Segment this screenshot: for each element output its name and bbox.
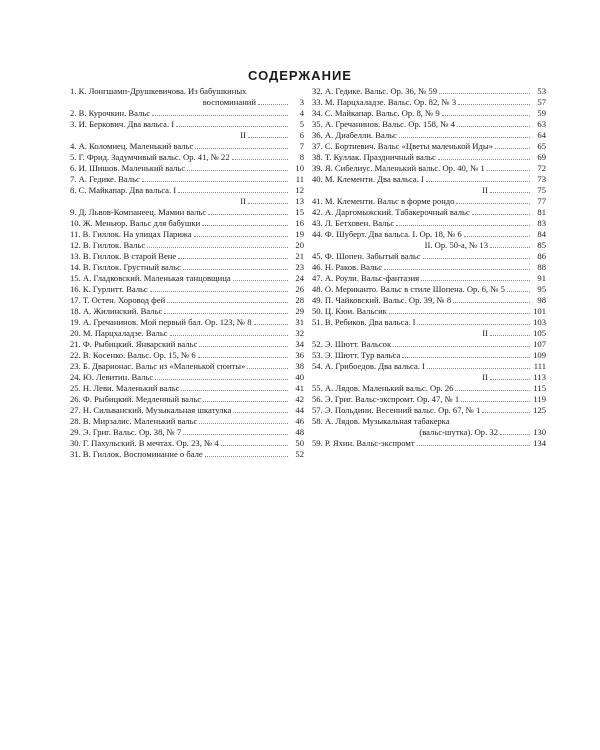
toc-entry-title: 35. А. Гречанинов. Вальс. Ор. 158, № 4 xyxy=(312,119,455,129)
toc-entry-title: 9. Д. Львов-Компанеец. Мамин вальс xyxy=(70,207,207,217)
toc-page-number: 101 xyxy=(533,306,546,316)
leader-dots xyxy=(247,361,288,369)
toc-page-number: 44 xyxy=(295,405,304,415)
leader-dots xyxy=(490,240,530,248)
toc-entry-title: 48. О. Мериканто. Вальс в стиле Шопена. Ор. 6, № 5 xyxy=(312,284,505,294)
leader-dots xyxy=(393,339,530,347)
leader-dots xyxy=(490,372,530,380)
toc-entry-title: 16. К. Гурлитт. Вальс xyxy=(70,284,148,294)
toc-page-number: 10 xyxy=(295,163,304,173)
toc-subentry xyxy=(70,130,304,141)
toc-entry xyxy=(70,207,304,218)
toc-page-number: 64 xyxy=(537,130,546,140)
toc-page-number: 11 xyxy=(295,174,304,184)
toc-entry-title: II xyxy=(482,372,488,382)
leader-dots xyxy=(457,119,530,127)
toc-entry xyxy=(70,108,304,119)
toc-entry-title: 36. А. Диабелли. Вальс xyxy=(312,130,397,140)
leader-dots xyxy=(427,361,530,369)
toc-entry xyxy=(70,306,304,317)
leader-dots xyxy=(183,427,288,435)
toc-entry xyxy=(70,141,304,152)
toc-entry-title: 33. М. Парцхаладзе. Вальс. Ор. 82, № 3 xyxy=(312,97,457,107)
toc-entry xyxy=(70,295,304,306)
leader-dots xyxy=(187,163,288,171)
toc-entry-title: 59. Р. Яхин. Вальс-экспромт xyxy=(312,438,415,448)
toc-entry xyxy=(312,196,546,207)
toc-entry-title: II xyxy=(482,328,488,338)
toc-entry xyxy=(312,284,546,295)
leader-dots xyxy=(417,438,530,446)
leader-dots xyxy=(417,317,530,325)
toc-entry xyxy=(312,130,546,141)
toc-page-number: 15 xyxy=(295,207,304,217)
leader-dots xyxy=(396,218,530,226)
toc-page-number: 119 xyxy=(533,394,546,404)
leader-dots xyxy=(194,229,288,237)
toc-page-number: 41 xyxy=(295,383,304,393)
leader-dots xyxy=(490,185,530,193)
toc-entry-title: 6. И. Шишов. Маленький вальс xyxy=(70,163,186,173)
leader-dots xyxy=(507,284,530,292)
toc-entry xyxy=(312,218,546,229)
leader-dots xyxy=(458,97,530,105)
leader-dots xyxy=(233,273,288,281)
toc-entry-title: 55. А. Лядов. Маленький вальс. Ор. 26 xyxy=(312,383,454,393)
toc-entry-title: 44. Ф. Шуберт. Два вальса. I. Ор. 18, № 6 xyxy=(312,229,462,239)
toc-entry xyxy=(312,141,546,152)
leader-dots xyxy=(164,306,288,314)
toc-entry-title: 25. Н. Леви. Маленький вальс xyxy=(70,383,180,393)
leader-dots xyxy=(423,251,530,259)
leader-dots xyxy=(181,383,288,391)
toc-entry-title: 32. А. Гедике. Вальс. Ор. 36, № 59 xyxy=(312,86,438,96)
toc-page-number: 57 xyxy=(537,97,546,107)
toc-entry-title-continued: воспоминаний xyxy=(202,97,256,107)
leader-dots xyxy=(155,372,288,380)
toc-page-number: 85 xyxy=(537,240,546,250)
toc-entry-title: 22. В. Косенко. Вальс. Ор. 15, № 6 xyxy=(70,350,196,360)
leader-dots xyxy=(455,383,530,391)
leader-dots xyxy=(248,196,288,204)
toc-entry xyxy=(312,273,546,284)
leader-dots xyxy=(199,339,288,347)
toc-entry-title: 56. Э. Григ. Вальс-экспромт. Ор. 47, № 1 xyxy=(312,394,460,404)
toc-page-number: 53 xyxy=(537,86,546,96)
leader-dots xyxy=(232,152,288,160)
toc-entry xyxy=(312,119,546,130)
toc-entry-title: 27. Н. Сильванский. Музыкальная шкатулка xyxy=(70,405,232,415)
toc-entry xyxy=(70,174,304,185)
toc-page-number: 125 xyxy=(533,405,546,415)
toc-entry-title: 47. А. Роули. Вальс-фантазия xyxy=(312,273,420,283)
leader-dots xyxy=(389,306,530,314)
toc-entry-title: 26. Ф. Рыбицкий. Медленный вальс xyxy=(70,394,202,404)
toc-entry-title: 4. А. Коломиец. Маленький вальс xyxy=(70,141,194,151)
toc-page-number: 48 xyxy=(295,427,304,437)
toc-entry-title: II. Ор. 50-а, № 13 xyxy=(424,240,488,250)
toc-entry-title: 18. А. Жилинский. Вальс xyxy=(70,306,163,316)
leader-dots xyxy=(439,86,530,94)
toc-right-column xyxy=(312,86,546,449)
toc-entry xyxy=(70,372,304,383)
toc-entry xyxy=(312,339,546,350)
toc-entry-title: 46. Н. Раков. Вальс xyxy=(312,262,383,272)
toc-entry-continuation xyxy=(312,427,546,438)
leader-dots xyxy=(150,284,288,292)
toc-page-number: 29 xyxy=(295,306,304,316)
leader-dots xyxy=(461,394,530,402)
toc-entry-title: 54. А. Грибоедов. Два вальса. I xyxy=(312,361,425,371)
toc-entry xyxy=(70,361,304,372)
toc-entry-title: 39. Я. Сибелиус. Маленький вальс. Ор. 40, № 1 xyxy=(312,163,485,173)
toc-page-number: 19 xyxy=(295,229,304,239)
toc-entry xyxy=(70,317,304,328)
leader-dots xyxy=(500,427,530,435)
toc-entry-title: 51. В. Ребиков. Два вальса. I xyxy=(312,317,416,327)
toc-entry-title: 38. Т. Куллак. Праздничный вальс xyxy=(312,152,436,162)
toc-entry-title: 17. Т. Остен. Хоровод фей xyxy=(70,295,166,305)
toc-page-number: 113 xyxy=(533,372,546,382)
toc-entry xyxy=(312,108,546,119)
toc-page-number: 103 xyxy=(533,317,546,327)
toc-page-number: 72 xyxy=(537,163,546,173)
toc-entry-title: 50. Ц. Кюи. Вальсик xyxy=(312,306,387,316)
toc-entry-title: 1. К. Лонгшамп-Друшкевичова. Из бабушкиных xyxy=(70,86,247,96)
toc-page-number: 84 xyxy=(537,229,546,239)
toc-entry-title: 31. В. Гиллок. Воспоминание о бале xyxy=(70,449,203,459)
toc-entry-title: 52. Э. Шютт. Вальсок xyxy=(312,339,392,349)
toc-page-number: 32 xyxy=(295,328,304,338)
toc-entry-title: 12. В. Гиллок. Вальс xyxy=(70,240,146,250)
toc-entry xyxy=(312,405,546,416)
toc-entry-title: 57. Э. Польдини. Весенний вальс. Ор. 67, № 1 xyxy=(312,405,481,415)
leader-dots xyxy=(482,405,530,413)
toc-page-number: 40 xyxy=(295,372,304,382)
toc-page-number: 115 xyxy=(533,383,546,393)
toc-page-number: 21 xyxy=(295,251,304,261)
toc-entry xyxy=(312,152,546,163)
toc-page-number: 42 xyxy=(295,394,304,404)
leader-dots xyxy=(495,141,530,149)
toc-entry xyxy=(312,229,546,240)
toc-entry-title: 21. Ф. Рыбицкий. Январский вальс xyxy=(70,339,198,349)
toc-entry xyxy=(312,262,546,273)
toc-entry-title: 37. С. Бортневич. Вальс «Цветы маленькой Иды» xyxy=(312,141,493,151)
leader-dots xyxy=(221,438,288,446)
toc-page-number: 46 xyxy=(295,416,304,426)
leader-dots xyxy=(421,273,530,281)
toc-page-number: 83 xyxy=(537,218,546,228)
toc-entry-title: 13. В. Гиллок. В старой Вене xyxy=(70,251,177,261)
toc-entry-title: II xyxy=(240,130,246,140)
toc-page-number: 36 xyxy=(295,350,304,360)
toc-entry-title: 45. Ф. Шопен. Забытый вальс xyxy=(312,251,421,261)
toc-page-number: 75 xyxy=(537,185,546,195)
leader-dots xyxy=(176,119,288,127)
toc-page-number: 130 xyxy=(533,427,546,437)
page-title: СОДЕРЖАНИЕ xyxy=(248,68,352,83)
toc-entry-title: II xyxy=(482,185,488,195)
toc-page-number: 26 xyxy=(295,284,304,294)
toc-entry xyxy=(70,339,304,350)
toc-entry xyxy=(70,218,304,229)
toc-entry-title: 43. Л. Бетховен. Вальс xyxy=(312,218,395,228)
toc-entry xyxy=(312,174,546,185)
toc-entry-title: II xyxy=(240,196,246,206)
leader-dots xyxy=(248,130,288,138)
toc-entry xyxy=(70,284,304,295)
leader-dots xyxy=(233,405,288,413)
toc-entry-title: 2. В. Курочкин. Вальс xyxy=(70,108,151,118)
toc-entry-title: 42. А. Даргомыжский. Табакерочный вальс xyxy=(312,207,470,217)
toc-entry xyxy=(70,152,304,163)
toc-subentry xyxy=(312,240,546,251)
leader-dots xyxy=(490,328,530,336)
leader-dots xyxy=(438,152,530,160)
toc-entry-title-continued: (вальс-шутка). Ор. 32 xyxy=(419,427,498,437)
leader-dots xyxy=(399,130,530,138)
toc-entry-title: 11. В. Гиллок. На улицах Парижа xyxy=(70,229,192,239)
toc-page-number: 109 xyxy=(533,350,546,360)
leader-dots xyxy=(384,262,530,270)
leader-dots xyxy=(183,262,288,270)
toc-entry xyxy=(70,427,304,438)
leader-dots xyxy=(152,108,288,116)
toc-entry-title: 30. Г. Пахульский. В мечтах. Ор. 23, № 4 xyxy=(70,438,219,448)
toc-entry-title: 34. С. Майкапар. Вальс. Ор. 8, № 9 xyxy=(312,108,440,118)
toc-entry-title: 58. А. Лядов. Музыкальная табакерка xyxy=(312,416,450,426)
toc-page-number: 5 xyxy=(299,119,304,129)
toc-entry xyxy=(70,449,304,460)
toc-entry xyxy=(312,163,546,174)
toc-entry xyxy=(312,438,546,449)
toc-page-number: 34 xyxy=(295,339,304,349)
toc-entry xyxy=(312,361,546,372)
toc-page-number: 28 xyxy=(295,295,304,305)
toc-entry xyxy=(70,119,304,130)
toc-page-number: 98 xyxy=(537,295,546,305)
toc-entry xyxy=(70,273,304,284)
toc-entry-title: 23. Б. Дварионас. Вальс из «Маленькой сюиты» xyxy=(70,361,246,371)
toc-entry-title: 41. М. Клементи. Вальс в форме рондо xyxy=(312,196,455,206)
leader-dots xyxy=(178,185,288,193)
toc-entry xyxy=(312,306,546,317)
toc-page-number: 86 xyxy=(537,251,546,261)
toc-page-number: 65 xyxy=(537,141,546,151)
toc-entry-title: 19. А. Гречанинов. Мой первый бал. Ор. 123, № 8 xyxy=(70,317,252,327)
toc-entry xyxy=(70,229,304,240)
toc-entry-title: 28. В. Мирзалис. Маленький вальс xyxy=(70,416,198,426)
toc-page-number: 13 xyxy=(295,196,304,206)
toc-entry xyxy=(312,97,546,108)
toc-entry-title: 7. А. Гедике. Вальс xyxy=(70,174,140,184)
toc-entry xyxy=(70,163,304,174)
toc-entry-title: 5. Г. Фрид. Задумчивый вальс. Ор. 41, № 22 xyxy=(70,152,230,162)
toc-page-number: 16 xyxy=(295,218,304,228)
toc-entry-title: 10. Ж. Меньюр. Вальс для бабушки xyxy=(70,218,201,228)
leader-dots xyxy=(142,174,288,182)
toc-entry xyxy=(312,295,546,306)
leader-dots xyxy=(442,108,530,116)
toc-page-number: 24 xyxy=(295,273,304,283)
toc-entry xyxy=(70,405,304,416)
leader-dots xyxy=(147,240,288,248)
toc-entry xyxy=(312,251,546,262)
leader-dots xyxy=(199,416,288,424)
toc-entry xyxy=(70,185,304,196)
toc-entry-continuation xyxy=(70,97,304,108)
toc-page-number: 107 xyxy=(533,339,546,349)
toc-entry-title: 14. В. Гиллок. Грустный вальс xyxy=(70,262,181,272)
leader-dots xyxy=(202,218,288,226)
toc-page-number: 23 xyxy=(295,262,304,272)
leader-dots xyxy=(453,295,530,303)
toc-entry xyxy=(312,383,546,394)
toc-page-number: 111 xyxy=(533,361,546,371)
toc-entry xyxy=(70,262,304,273)
toc-page-number: 31 xyxy=(295,317,304,327)
toc-page-number: 63 xyxy=(537,119,546,129)
toc-page-number: 73 xyxy=(537,174,546,184)
toc-entry xyxy=(70,86,304,97)
leader-dots xyxy=(167,295,288,303)
toc-subentry xyxy=(70,196,304,207)
leader-dots xyxy=(170,328,288,336)
toc-left-column xyxy=(70,86,304,460)
toc-page-number: 81 xyxy=(537,207,546,217)
toc-page-number: 91 xyxy=(537,273,546,283)
leader-dots xyxy=(205,449,288,457)
toc-entry xyxy=(70,240,304,251)
toc-subentry xyxy=(312,328,546,339)
toc-entry xyxy=(312,350,546,361)
toc-entry-title: 49. П. Чайковский. Вальс. Ор. 39, № 8 xyxy=(312,295,452,305)
toc-page-number: 4 xyxy=(299,108,304,118)
leader-dots xyxy=(487,163,530,171)
toc-page-number: 134 xyxy=(533,438,546,448)
leader-dots xyxy=(426,174,530,182)
toc-entry-title: 8. С. Майкапар. Два вальса. I xyxy=(70,185,177,195)
toc-entry xyxy=(70,394,304,405)
toc-entry-title: 29. Э. Григ. Вальс. Ор. 38, № 7 xyxy=(70,427,182,437)
toc-entry xyxy=(312,207,546,218)
toc-entry-title: 20. М. Парцхаладзе. Вальс xyxy=(70,328,168,338)
toc-page-number: 3 xyxy=(299,97,304,107)
toc-entry xyxy=(70,416,304,427)
toc-entry xyxy=(312,86,546,97)
leader-dots xyxy=(464,229,530,237)
toc-page-number: 105 xyxy=(533,328,546,338)
toc-entry-title: 53. Э. Шютт. Тур вальса xyxy=(312,350,401,360)
toc-page-number: 38 xyxy=(295,361,304,371)
toc-subentry xyxy=(312,372,546,383)
leader-dots xyxy=(178,251,288,259)
toc-page-number: 59 xyxy=(537,108,546,118)
toc-page-number: 20 xyxy=(295,240,304,250)
toc-entry-title: 3. И. Беркович. Два вальса. I xyxy=(70,119,175,129)
leader-dots xyxy=(203,394,288,402)
toc-entry xyxy=(70,350,304,361)
leader-dots xyxy=(195,141,288,149)
toc-entry-title: 15. А. Гладковский. Маленькая танцовщица xyxy=(70,273,231,283)
toc-entry xyxy=(70,383,304,394)
leader-dots xyxy=(472,207,530,215)
toc-entry-title: 24. Ю. Левитин. Вальс xyxy=(70,372,154,382)
leader-dots xyxy=(402,350,530,358)
toc-entry xyxy=(312,394,546,405)
toc-entry xyxy=(312,416,546,427)
toc-entry xyxy=(70,438,304,449)
leader-dots xyxy=(258,97,288,105)
toc-page-number: 77 xyxy=(537,196,546,206)
toc-page-number: 95 xyxy=(537,284,546,294)
toc-entry-title: 40. М. Клементи. Два вальса. I xyxy=(312,174,424,184)
toc-page-number: 69 xyxy=(537,152,546,162)
leader-dots xyxy=(254,317,288,325)
toc-entry xyxy=(70,251,304,262)
toc-entry xyxy=(70,328,304,339)
toc-page-number: 12 xyxy=(295,185,304,195)
toc-entry xyxy=(312,317,546,328)
leader-dots xyxy=(208,207,288,215)
toc-subentry xyxy=(312,185,546,196)
toc-page-number: 52 xyxy=(295,449,304,459)
toc-page-number: 88 xyxy=(537,262,546,272)
toc-page-number: 6 xyxy=(299,130,304,140)
leader-dots xyxy=(456,196,530,204)
toc-page-number: 50 xyxy=(295,438,304,448)
toc-page-number: 8 xyxy=(299,152,304,162)
leader-dots xyxy=(198,350,288,358)
toc-page-number: 7 xyxy=(299,141,304,151)
